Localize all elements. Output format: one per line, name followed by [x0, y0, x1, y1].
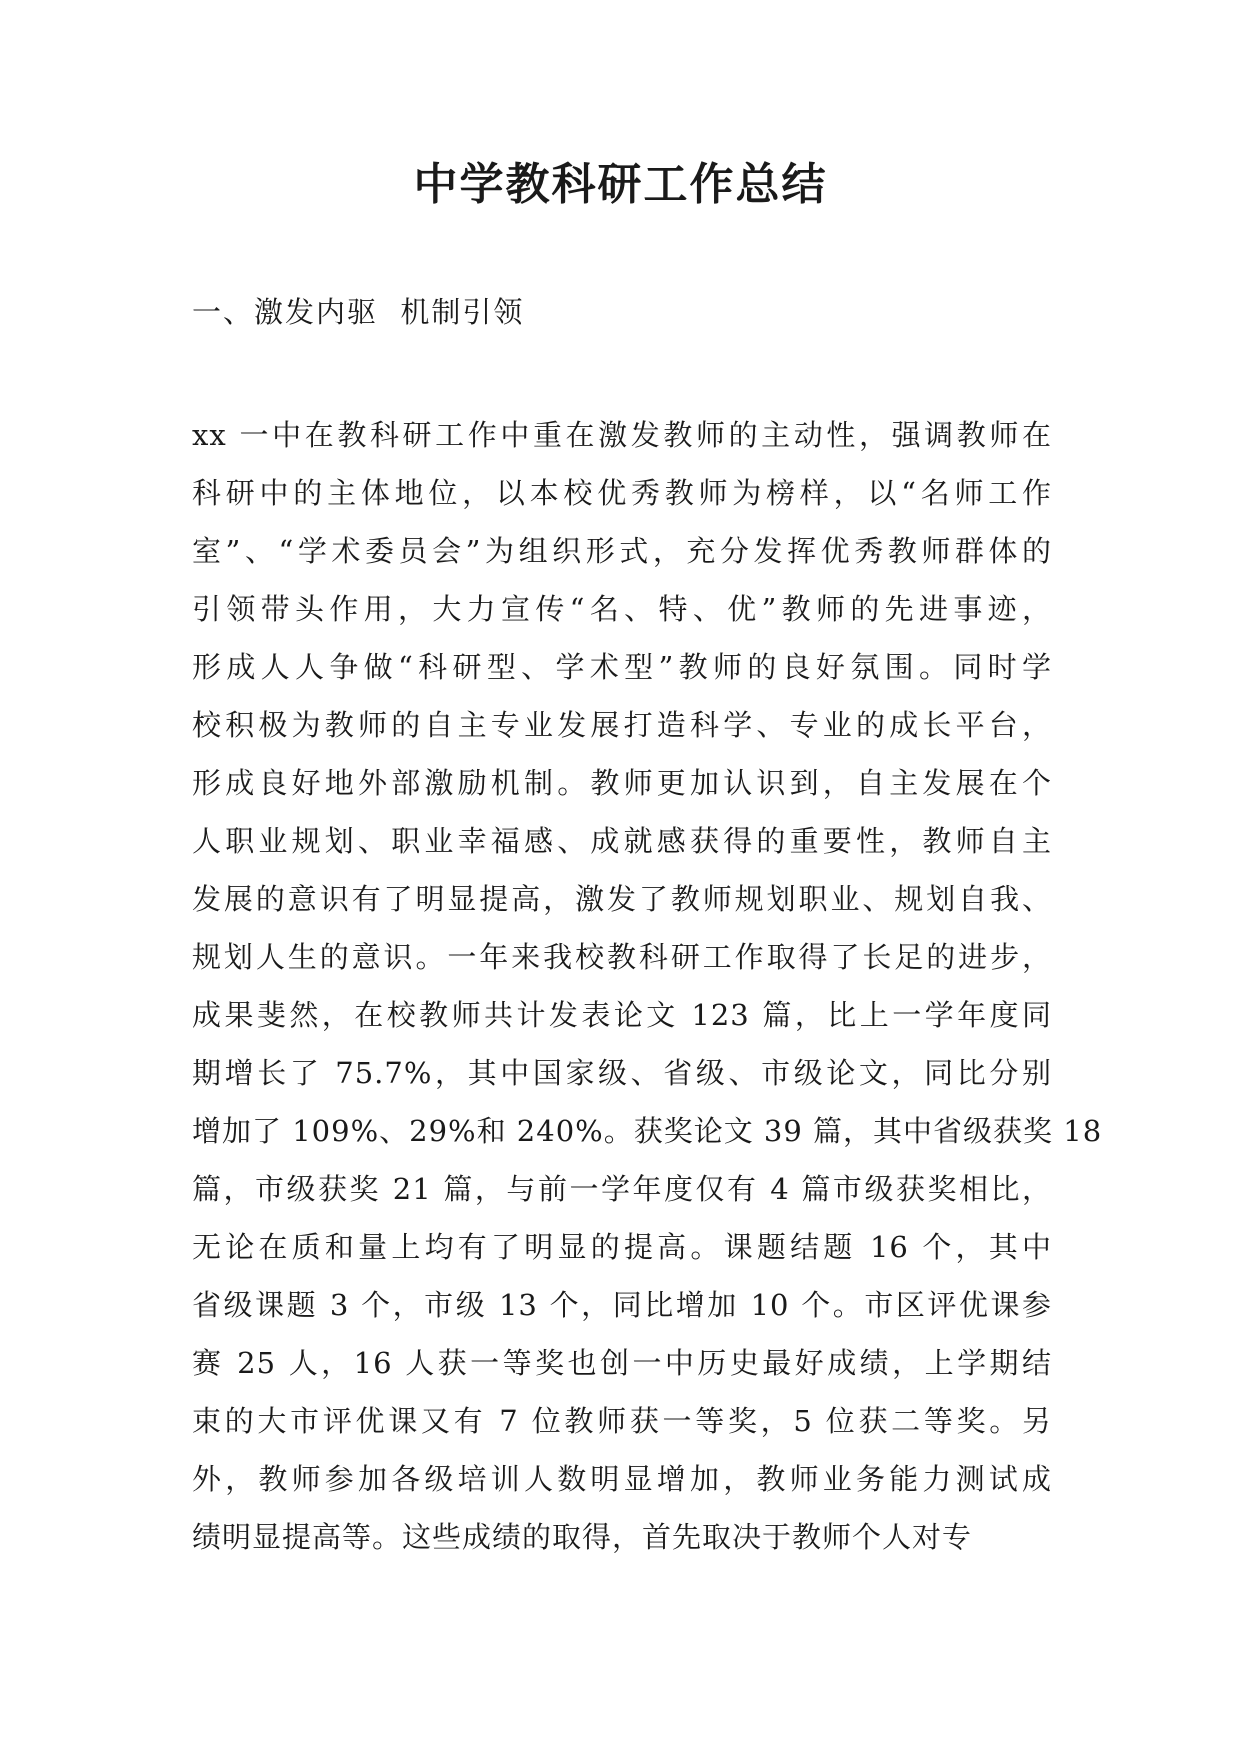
paragraph-line: 科研中的主体地位，以本校优秀教师为榜样，以“名师工作	[192, 476, 1052, 510]
paragraph-line: 发展的意识有了明显提高，激发了教师规划职业、规划自我、	[192, 882, 1052, 916]
document-title: 中学教科研工作总结	[413, 159, 828, 210]
body-paragraph	[192, 406, 1103, 1566]
paragraph-line: 无论在质和量上均有了明显的提高。课题结题 16 个，其中	[192, 1230, 1052, 1264]
paragraph-line: 外，教师参加各级培训人数明显增加，教师业务能力测试成	[192, 1462, 1052, 1496]
paragraph-line: 绩明显提高等。这些成绩的取得，首先取决于教师个人对专	[192, 1520, 973, 1554]
paragraph-line: 形成良好地外部激励机制。教师更加认识到，自主发展在个	[192, 766, 1052, 800]
paragraph-line: 成果斐然，在校教师共计发表论文 123 篇，比上一学年度同	[192, 998, 1052, 1032]
paragraph-line: 赛 25 人，16 人获一等奖也创一中历史最好成绩，上学期结	[192, 1346, 1052, 1380]
paragraph-line: 期增长了 75.7%，其中国家级、省级、市级论文，同比分别	[192, 1056, 1052, 1090]
paragraph-line: 形成人人争做“科研型、学术型”教师的良好氛围。同时学	[192, 650, 1052, 684]
paragraph-line: 省级课题 3 个，市级 13 个，同比增加 10 个。市区评优课参	[192, 1288, 1052, 1322]
paragraph-line: 引领带头作用，大力宣传“名、特、优”教师的先进事迹，	[192, 592, 1052, 626]
paragraph-line: 人职业规划、职业幸福感、成就感获得的重要性，教师自主	[192, 824, 1052, 858]
section-heading: 一、激发内驱 机制引领	[192, 295, 525, 329]
paragraph-line: 校积极为教师的自主专业发展打造科学、专业的成长平台，	[192, 708, 1052, 742]
paragraph-line: 室”、“学术委员会”为组织形式，充分发挥优秀教师群体的	[192, 534, 1052, 568]
paragraph-line: 篇，市级获奖 21 篇，与前一学年度仅有 4 篇市级获奖相比，	[192, 1172, 1052, 1206]
paragraph-line: xx 一中在教科研工作中重在激发教师的主动性，强调教师在	[192, 418, 1052, 452]
paragraph-line: 增加了 109%、29%和 240%。获奖论文 39 篇，其中省级获奖 18	[192, 1114, 1103, 1148]
paragraph-line: 规划人生的意识。一年来我校教科研工作取得了长足的进步，	[192, 940, 1052, 974]
paragraph-line: 束的大市评优课又有 7 位教师获一等奖，5 位获二等奖。另	[192, 1404, 1052, 1438]
